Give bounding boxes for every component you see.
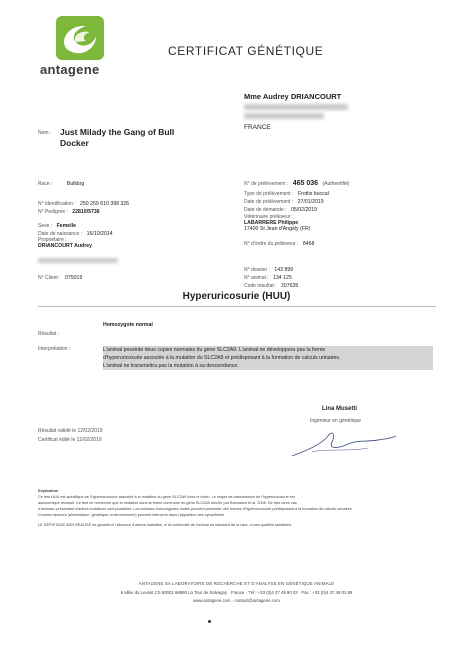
signatory-role: Ingénieur en génétique [310,418,362,424]
owner-name: Mme Audrey DRIANCOURT [244,92,342,101]
interpretation-label: Interprétation : [38,346,71,352]
explanation-line: D'autres facteurs (alimentation, génétique, environnement) peuvent intervenir dans l'apparition des symptômes. [38,513,226,517]
explanation-line: d'animaux présentant d'autres mutations sont possibles. Les animaux homozygotes mutés peuvent présenter des formes d'hyperuricosurie prédisposant à la formation de calculs urinaires. [38,507,353,511]
result-code-row [244,274,298,292]
vet-block [244,214,314,250]
client-row [38,266,82,284]
sample-date-value: 27/01/2019 [297,199,324,205]
sample-type-value: Frottis buccal [297,191,329,197]
result-code-label: Code résultat : [244,283,277,289]
test-title: Hyperuricosurie (HUU) [182,291,291,302]
birth-value: 16/10/2014 [86,231,113,237]
birth-label: Date de naissance : [38,231,83,237]
brand-name: antagene [40,62,100,77]
handwritten-signature-icon [288,426,398,462]
redacted-owner-address [38,258,118,263]
vet-order-value: 8468 [302,241,315,247]
sample-number-label: N° de prélèvement : [244,181,289,187]
sex-value: Femelle [56,223,76,229]
explanation-disclaimer: LE DÉPISTAGE ADN RÉALISÉ ne garantit ni l'absence d'autres maladies, ni la conformité de l'animal au standard de la race, ni ses qualités sanitaires. [38,523,293,527]
footer-company: ANTAGENE SA LABORATOIRE DE RECHERCHE ET D'ANALYSE EN GÉNÉTIQUE ANIMALE [138,581,335,586]
interpretation-line: L'animal ne transmettra pas la mutation à sa descendance. [103,362,433,370]
sex-label: Sexe : [38,223,53,229]
request-date-value: 05/02/2019 [290,207,317,213]
divider [38,306,436,307]
dossier-label: N° dossier : [244,267,270,273]
interpretation-line: d'hyperuricosurie associée à la mutation du SLC2A9 et prédisposant à la formation de calculs urinaires. [103,354,433,362]
client-label: N° Client : [38,275,61,281]
page-title: CERTIFICAT GÉNÉTIQUE [168,44,324,58]
sample-date-label: Date de prélèvement : [244,199,294,205]
breed-value: Bulldog [66,181,85,187]
vet-order-label: N° d'ordre du préleveur : [244,241,299,247]
result-row [38,322,59,340]
owner-block [38,237,92,249]
sample-number-note: (Authentifié) [322,181,350,187]
owner-value: DRIANCOURT Audrey [38,243,92,249]
redacted-address-line [244,113,324,119]
animal-number-value: 134 125 [272,275,292,281]
issued-date: Certificat édité le 12/02/2019 [38,437,102,443]
dog-name-line1: Just Milady the Gang of Bull [60,127,175,137]
client-value: 075019 [65,275,83,281]
vet-name: LABARRERE Philippe [244,220,299,226]
identification-value: 250 269 610 398 326 [80,201,130,207]
page-dot [208,620,211,623]
dog-name [60,127,174,149]
animal-number-label: N° animal : [244,275,269,281]
vet-city: 17400 St Jean d'Angély (FR) [244,226,311,232]
pedigree-label: N° Pedigree : [38,209,68,215]
result-value: Homozygote normal [103,322,153,328]
validated-date: Résultat validé le 12/02/2019 [38,428,103,434]
interpretation-text [103,346,433,370]
explanation-line: Ce test HUU est spécifique de l'hyperuricosurie associée à la mutation du gène SLC2A9 chez le chien. Le risque de transmission de l'hyperuricosurie est [38,495,295,499]
redacted-address-line [244,104,348,110]
explanation-block [38,488,436,528]
request-date-label: Date de demande : [244,207,287,213]
owner-country: FRANCE [244,124,271,131]
owner-label: Propriétaire : [38,237,67,243]
result-code-value: 207635 [280,283,299,289]
footer-address: 6 allée du Levant CS 60001 69890 La Tour de Salvagny · France · Tél : +33 (0)4 37 49 90 03 · Fax : +33 (0)4 37 49 01 89 [120,590,353,595]
result-label: Résultat : [38,331,60,337]
signatory-name: Lina Musetti [322,406,358,412]
explanation-line: autosomique récessif. Ce test ne recherche que la mutation dans la forme commune du gène SLC2A9 décrite par Bannasch et al. 2008. De très rares cas [38,501,297,505]
pedigree-value: 22810/5736 [72,209,100,215]
identification-label: N° identification : [38,201,76,207]
explanation-title: Explication [38,489,59,493]
breed-row [38,172,84,190]
dossier-value: 143 899 [274,267,294,273]
interpretation-line: L'animal possède deux copies normales du gène SLC2A9. L'animal ne développera pas la forme [103,346,433,354]
breed-label: Race : [38,181,53,187]
sample-type-label: Type de prélèvement : [244,191,294,197]
vet-label: Vétérinaire préleveur : [244,214,294,220]
dog-name-line2: Docker [60,138,89,148]
sample-number-value: 465 036 [292,180,319,187]
footer-web: www.antagene.com · contact@antagene.com [193,598,280,603]
dog-name-label: Nom : [38,130,52,136]
